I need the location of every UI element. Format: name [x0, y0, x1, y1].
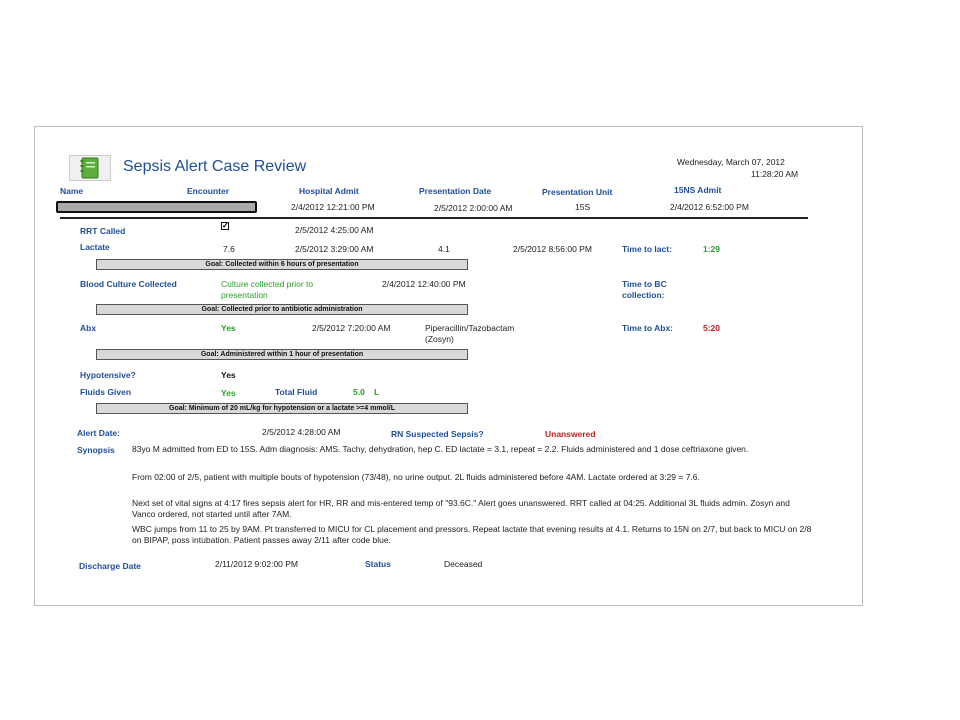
notebook-icon: [69, 155, 111, 186]
alert-date-value: 2/5/2012 4:28:00 AM: [262, 427, 341, 437]
15ns-admit-value: 2/4/2012 6:52:00 PM: [670, 202, 749, 212]
synopsis-label: Synopsis: [77, 445, 115, 455]
rrt-label: RRT Called: [80, 226, 126, 236]
blood-culture-note-2: presentation: [221, 290, 268, 300]
lactate-time-1: 2/5/2012 3:29:00 AM: [295, 244, 374, 254]
total-fluid-label: Total Fluid: [275, 387, 318, 397]
header-encounter: Encounter: [187, 186, 230, 196]
time-to-lact-label: Time to lact:: [622, 244, 672, 254]
presentation-date-value: 2/5/2012 2:00:00 AM: [434, 203, 513, 213]
presentation-unit-value: 15S: [575, 202, 591, 212]
alert-date-label: Alert Date:: [77, 428, 120, 438]
status-value: Deceased: [444, 559, 483, 569]
lactate-value-1: 7.6: [223, 244, 235, 254]
synopsis-paragraph-4: WBC jumps from 11 to 25 by 9AM. Pt transferred to MICU for CL placement and pressors. Repeat lactate that evening results at 4.1. Returns to 15N on 2/7, but back to MICU on 2/8 on BIPAP, poss intubation. Patient passes away 2/11 after code blue.: [132, 524, 812, 545]
total-fluid-value: 5.0: [353, 387, 365, 397]
time-to-abx-value: 5:20: [703, 323, 721, 333]
lactate-value-2: 4.1: [438, 244, 450, 254]
rrt-checkbox: ✓: [222, 221, 229, 230]
fluids-given: Yes: [221, 388, 236, 398]
header-divider: [60, 217, 808, 219]
rn-suspected-value: Unanswered: [545, 429, 596, 439]
abx-drug-1: Piperacillin/Tazobactam: [425, 323, 515, 333]
report-title: Sepsis Alert Case Review: [123, 158, 307, 175]
report-time: 11:28:20 AM: [751, 169, 799, 179]
hypotensive-label: Hypotensive?: [80, 370, 136, 380]
report-date: Wednesday, March 07, 2012: [677, 157, 785, 167]
rrt-time: 2/5/2012 4:25:00 AM: [295, 225, 374, 235]
header-presentation-unit: Presentation Unit: [542, 187, 613, 197]
synopsis-paragraph-2: From 02:00 of 2/5, patient with multiple bouts of hypotension (73/48), no urine output. 2L fluids administered before 4AM. Lactate ordered at 3:29 = 7.6.: [132, 472, 700, 482]
synopsis-paragraph-3: Next set of vital signs at 4:17 fires sepsis alert for HR, RR and mis-entered temp of "93.6C." Alert goes unanswered. RRT called at 04:25. Additional 3L fluids admin. Zosyn and Vanco ordered, not started until after 7AM.: [132, 498, 790, 519]
blood-culture-label: Blood Culture Collected: [80, 279, 177, 289]
total-fluid-unit: L: [374, 387, 380, 397]
header-15ns-admit: 15NS Admit: [674, 185, 722, 195]
abx-goal-bar: Goal: Administered within 1 hour of presentation: [96, 349, 468, 360]
status-label: Status: [365, 559, 391, 569]
discharge-date-label: Discharge Date: [79, 561, 141, 571]
time-to-lact-value: 1:29: [703, 244, 721, 254]
synopsis-paragraph-1: 83yo M admitted from ED to 15S. Adm diagnosis: AMS. Tachy, dehydration, hep C. ED lactate = 3.1, repeat = 2.2. Fluids administered and 1 dose ceftriaxone given.: [132, 444, 749, 454]
blood-culture-time: 2/4/2012 12:40:00 PM: [382, 279, 466, 289]
abx-label: Abx: [80, 323, 97, 333]
abx-given: Yes: [221, 323, 236, 333]
time-to-bc-label-1: Time to BC: [622, 279, 667, 289]
lactate-label: Lactate: [80, 242, 110, 252]
blood-culture-note-1: Culture collected prior to: [221, 279, 314, 289]
lactate-time-2: 2/5/2012 8:56:00 PM: [513, 244, 592, 254]
fluids-label: Fluids Given: [80, 387, 132, 397]
discharge-date-value: 2/11/2012 9:02:00 PM: [215, 559, 299, 569]
header-hospital-admit: Hospital Admit: [299, 186, 359, 196]
hypotensive-value: Yes: [221, 370, 236, 380]
redacted-name: [56, 201, 257, 213]
header-presentation-date: Presentation Date: [419, 186, 492, 196]
lactate-goal-bar: Goal: Collected within 6 hours of presentation: [96, 259, 468, 270]
time-to-abx-label: Time to Abx:: [622, 323, 674, 333]
blood-culture-goal-bar: Goal: Collected prior to antibiotic administration: [96, 304, 468, 315]
time-to-bc-label-2: collection:: [622, 290, 665, 300]
abx-time: 2/5/2012 7:20:00 AM: [312, 323, 391, 333]
header-name: Name: [60, 186, 84, 196]
abx-drug-2: (Zosyn): [425, 334, 454, 344]
fluids-goal-bar: Goal: Minimum of 20 mL/kg for hypotension or a lactate >=4 mmol/L: [96, 403, 468, 414]
rn-suspected-label: RN Suspected Sepsis?: [391, 429, 484, 439]
hospital-admit-value: 2/4/2012 12:21:00 PM: [291, 202, 375, 212]
